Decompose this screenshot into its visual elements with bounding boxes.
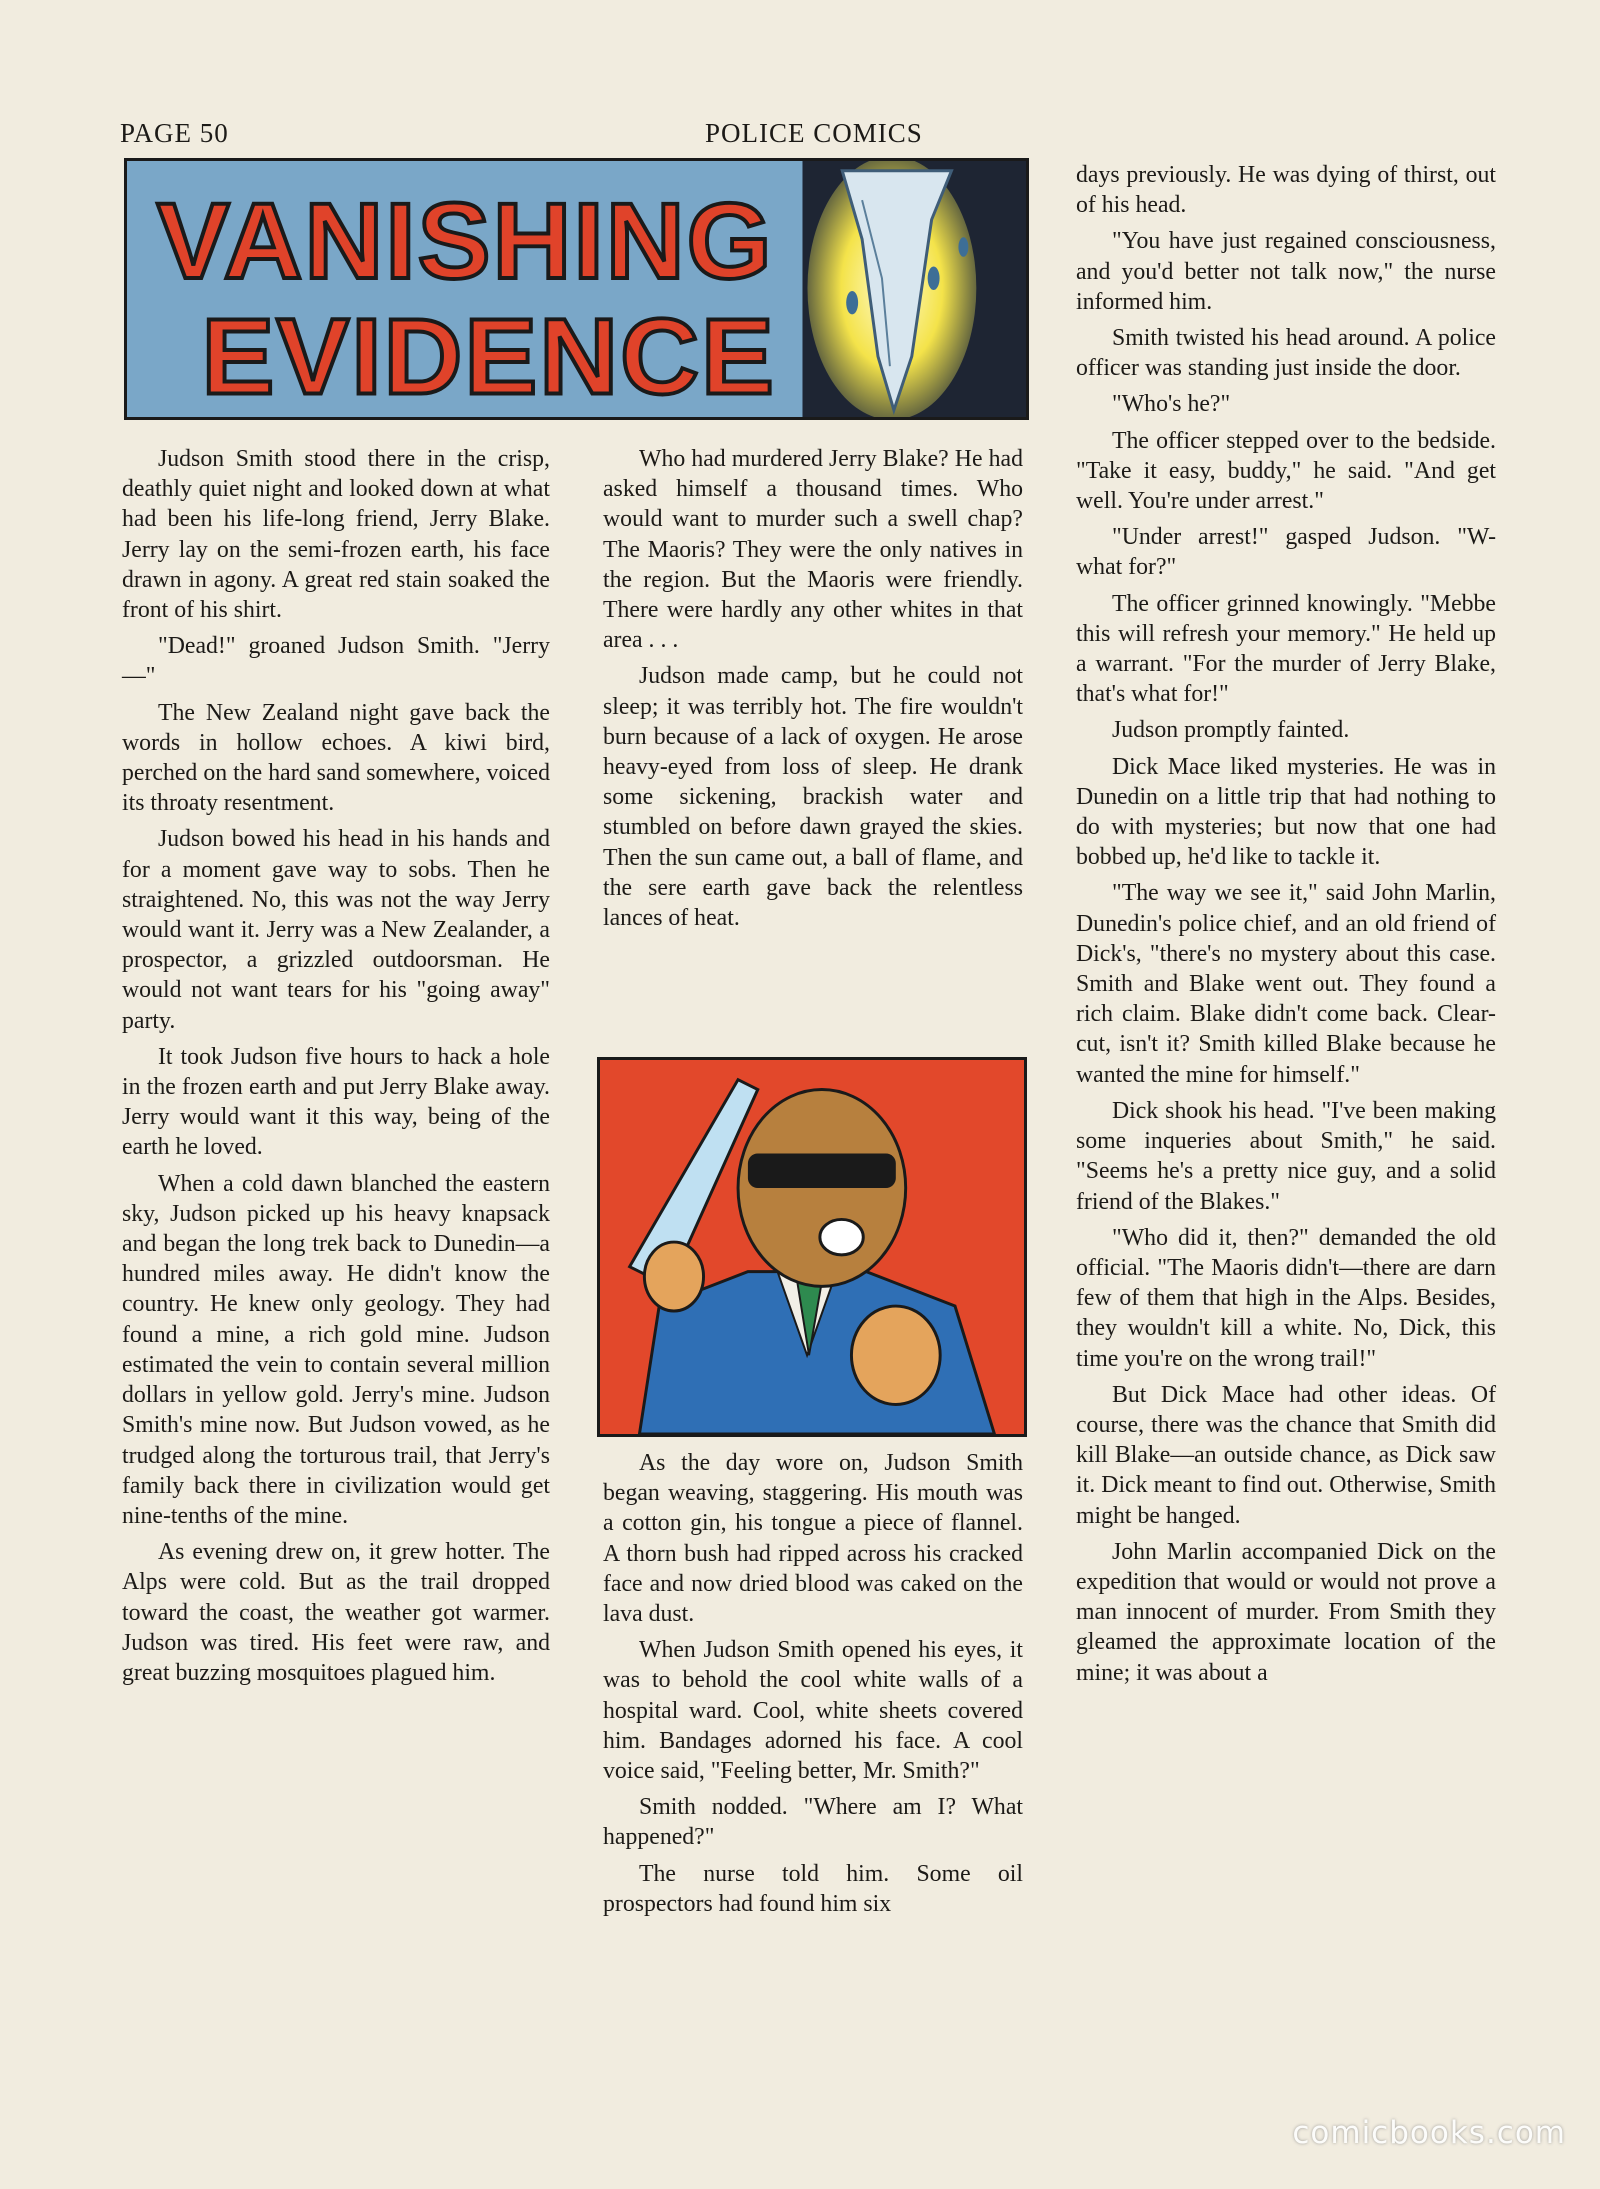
page-header [120,118,1040,158]
story-illustration [597,1057,1027,1437]
paragraph: Who had murdered Jerry Blake? He had asked himself a thousand times. Who would want to murder such a swell chap? The Maoris? They were the only natives in the region. But the Maoris were friendly. There were hardly any other whites in that area . . . [603,446,1023,654]
title-line-2: EVIDENCE [201,296,776,417]
paragraph: "Under arrest!" gasped Judson. "W-what for?" [1076,524,1496,581]
text-column-2-top [603,444,1023,939]
title-artwork [127,161,1026,417]
paragraph: When a cold dawn blanched the eastern sky, Judson picked up his heavy knapsack and began the long trek back to Dunedin—a hundred miles away. He didn't know the country. He knew only geology. They had found a mine, a rich gold mine. Judson estimated the vein to contain several million dollars in yellow gold. Jerry's mine. Judson Smith's mine now. But Judson vowed, as he trudged along the torturous trail, that Jerry's family back there in civilization would get nine-tenths of the mine. [122,1170,550,1529]
mouth-shape [820,1219,863,1254]
fist-shape [851,1306,940,1404]
story-title-panel [124,158,1029,420]
paragraph: "Who did it, then?" demanded the old official. "The Maoris didn't—there are darn few of them that high in the Alps. Besides, they wouldn't kill a white. No, Dick, this time you're on the wrong trail!" [1076,1224,1496,1372]
paragraph: John Marlin accompanied Dick on the expedition that would or would not prove a man innocent of murder. From Smith they gleamed the approximate location of the mine; it was about a [1076,1538,1496,1686]
illustration-artwork [600,1060,1024,1434]
watermark: comicbooks.com [1292,2115,1566,2151]
paragraph: The nurse told him. Some oil prospectors had found him six [603,1860,1023,1917]
paragraph: "Dead!" groaned Judson Smith. "Jerry—" [122,633,550,690]
text-column-1 [122,444,550,1694]
title-line-1: VANISHING [156,181,774,302]
paragraph: "Who's he?" [1112,391,1231,418]
text-column-3 [1076,160,1496,1694]
goggles-shape [748,1154,896,1188]
paragraph: The officer grinned knowingly. "Mebbe this will refresh your memory." He held up a warrant. "For the murder of Jerry Blake, that's what for!" [1076,590,1496,708]
paragraph: As the day wore on, Judson Smith began weaving, staggering. His mouth was a cotton gin, his tongue a piece of flannel. A thorn bush had ripped across his cracked face and now dried blood was caked on the lava dust. [603,1450,1023,1628]
text-column-2-bottom [603,1448,1023,1925]
paragraph: Smith nodded. "Where am I? What happened?" [603,1794,1023,1851]
paragraph: "The way we see it," said John Marlin, Dunedin's police chief, and an old friend of Dick's, "there's no mystery about this case. Smith and Blake went out. They found a rich claim. Blake didn't come back. Clear-cut, isn't it? Smith killed Blake because he wanted the mine for himself." [1076,880,1496,1088]
paragraph: It took Judson five hours to hack a hole in the frozen earth and put Jerry Blake away. Jerry would want it this way, being of the earth he loved. [122,1043,550,1161]
hand-shape [644,1242,703,1311]
page-number: PAGE 50 [120,118,229,148]
paragraph: Judson made camp, but he could not sleep; it was terribly hot. The fire wouldn't burn because of a lack of oxygen. He arose heavy-eyed from loss of sleep. He drank some sickening, brackish water and stumbled on before dawn grayed the skies. Then the sun came out, a ball of flame, and the sere earth gave back the relentless lances of heat. [603,663,1023,932]
paragraph: When Judson Smith opened his eyes, it was to behold the cool white walls of a hospital ward. Cool, white sheets covered him. Bandages adorned his face. A cool voice said, "Feeling better, Mr. Smith?" [603,1637,1023,1785]
paragraph: Dick shook his head. "I've been making some inqueries about Smith," he said. "Seems he's a pretty nice guy, and a solid friend of the Blakes." [1076,1097,1496,1215]
paragraph: Judson Smith stood there in the crisp, deathly quiet night and looked down at what had been his life-long friend, Jerry Blake. Jerry lay on the semi-frozen earth, his face drawn in agony. A great red stain soaked the front of his shirt. [122,446,550,624]
paragraph: The officer stepped over to the bedside. "Take it easy, buddy," he said. "And get well. You're under arrest." [1076,427,1496,515]
paragraph: As evening drew on, it grew hotter. The Alps were cold. But as the trail dropped toward the coast, the weather got warmer. Judson was tired. His feet were raw, and great buzzing mosquitoes plagued him. [122,1539,550,1686]
paragraph: days previously. He was dying of thirst, out of his head. [1076,162,1496,219]
paragraph: Smith twisted his head around. A police officer was standing just inside the door. [1076,325,1496,382]
paragraph: The New Zealand night gave back the words in hollow echoes. A kiwi bird, perched on the hard sand somewhere, voiced its throaty resentment. [122,699,550,817]
paragraph: Judson promptly fainted. [1112,717,1350,744]
paragraph: Judson bowed his head in his hands and for a moment gave way to sobs. Then he straightened. No, this was not the way Jerry would want it. Jerry was a New Zealander, a prospector, a grizzled outdoorsman. He would not want tears for his "going away" party. [122,826,550,1034]
magazine-title: POLICE COMICS [705,118,923,148]
paragraph: But Dick Mace had other ideas. Of course, there was the chance that Smith did kill Blake—an outside chance, as Dick saw it. Dick meant to find out. Otherwise, Smith might be hanged. [1076,1381,1496,1529]
face-shape [738,1090,906,1287]
paragraph: "You have just regained consciousness, and you'd better not talk now," the nurse informed him. [1076,228,1496,315]
paragraph: Dick Mace liked mysteries. He was in Dunedin on a little trip that had nothing to do with mysteries; but now that one had bobbed up, he'd like to tackle it. [1076,753,1496,871]
